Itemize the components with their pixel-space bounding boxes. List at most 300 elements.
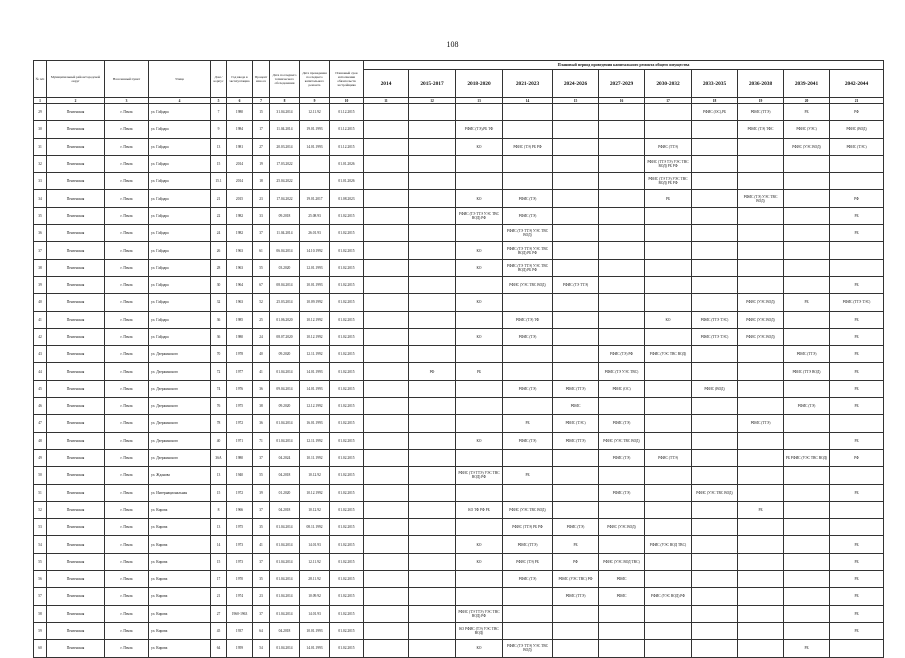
period-cell <box>599 311 645 328</box>
wear-cell: 55 <box>253 259 270 276</box>
planned-date-cell: 01.02.2015 <box>330 640 364 657</box>
period-cell <box>409 501 456 518</box>
period-cell <box>409 225 456 242</box>
period-cell <box>599 276 645 293</box>
period-cell <box>553 225 599 242</box>
period-cell <box>409 398 456 415</box>
period-cell: РФИС (ТЭ) <box>599 415 645 432</box>
table-row <box>34 259 884 276</box>
year-built-cell: 1984 <box>227 121 253 138</box>
period-cell <box>645 259 692 276</box>
planned-date-cell: 01.01.2026 <box>330 173 364 190</box>
period-cell <box>553 363 599 380</box>
planned-date-cell: 01.01.2026 <box>330 155 364 172</box>
survey-date-cell: 09.2020 <box>270 398 300 415</box>
header-planned-date: Плановый срок исполнения обязательств застройщика <box>330 61 364 98</box>
period-cell: РФ <box>830 190 884 207</box>
period-cell <box>364 484 409 501</box>
survey-date-cell: 20.03.2014 <box>270 138 300 155</box>
header-year-2: 2018-2020 <box>456 70 503 98</box>
row-number-cell: 45 <box>34 380 47 397</box>
house-cell: 17 <box>211 571 227 588</box>
period-cell <box>692 501 738 518</box>
period-cell <box>784 536 830 553</box>
settlement-cell: г. Пенза <box>105 121 149 138</box>
repair-date-cell: 12.11.1992 <box>300 346 330 363</box>
period-cell <box>738 605 784 622</box>
period-cell <box>830 173 884 190</box>
street-cell: ул. Кирова <box>149 622 211 639</box>
table-row <box>34 640 884 657</box>
period-cell <box>599 104 645 121</box>
period-cell: РБ <box>830 588 884 605</box>
wear-cell: 24 <box>253 328 270 345</box>
column-number: 7 <box>253 98 270 104</box>
header-year-4: 2024-2026 <box>553 70 599 98</box>
year-built-cell: 1973 <box>227 553 253 570</box>
period-cell: РФИС (ВОД) <box>830 121 884 138</box>
period-cell <box>409 173 456 190</box>
settlement-cell: г. Пенза <box>105 415 149 432</box>
period-cell: РБ <box>503 415 553 432</box>
table-row <box>34 207 884 224</box>
period-cell <box>409 346 456 363</box>
municipality-cell: Пензенская <box>47 553 105 570</box>
row-number-cell: 29 <box>34 104 47 121</box>
period-cell <box>692 605 738 622</box>
period-cell: РФИС (ТЭ) УЭС ТВС ВОД) <box>738 190 784 207</box>
period-cell: РФИС (ТЭ) <box>503 571 553 588</box>
street-cell: ул. Гайдара <box>149 276 211 293</box>
period-cell <box>409 467 456 484</box>
period-cell <box>456 225 503 242</box>
period-cell: РФИС (ТТЭ ТЭС) <box>692 328 738 345</box>
period-cell <box>692 259 738 276</box>
year-built-cell: 1975 <box>227 398 253 415</box>
header-period-title: Плановый период проведения капитального ремонта общего имущества <box>364 61 884 70</box>
period-cell <box>645 294 692 311</box>
table-row <box>34 294 884 311</box>
row-number-cell: 33 <box>34 173 47 190</box>
period-cell: РФИС (ТТЭ ТЭС) <box>692 311 738 328</box>
year-built-cell: 1982 <box>227 207 253 224</box>
period-cell <box>599 259 645 276</box>
row-number-cell: 36 <box>34 225 47 242</box>
house-cell: 9 <box>211 121 227 138</box>
survey-date-cell: 17.03.2022 <box>270 155 300 172</box>
house-cell: 8 <box>211 501 227 518</box>
period-cell <box>784 571 830 588</box>
period-cell <box>830 415 884 432</box>
survey-date-cell: 01.04.2014 <box>270 605 300 622</box>
municipality-cell: Пензенская <box>47 536 105 553</box>
settlement-cell: г. Пенза <box>105 363 149 380</box>
planned-date-cell: 01.02.2015 <box>330 398 364 415</box>
period-cell <box>599 121 645 138</box>
period-cell <box>830 519 884 536</box>
wear-cell: 35 <box>253 571 270 588</box>
period-cell: РБ <box>784 294 830 311</box>
header-year-9: 2039-2041 <box>784 70 830 98</box>
row-number-cell: 50 <box>34 467 47 484</box>
settlement-cell: г. Пенза <box>105 536 149 553</box>
year-built-cell: 1960-1963 <box>227 605 253 622</box>
period-cell: РБ <box>503 467 553 484</box>
repair-date-cell: 10.09.1992 <box>300 294 330 311</box>
period-cell: РФИС (УЭС ТВС ВОД) <box>503 276 553 293</box>
row-number-cell: 32 <box>34 155 47 172</box>
period-cell <box>645 328 692 345</box>
period-cell <box>645 207 692 224</box>
wear-cell: 17 <box>253 121 270 138</box>
street-cell: ул. Гайдара <box>149 311 211 328</box>
table-row <box>34 190 884 207</box>
period-cell: РБ <box>830 328 884 345</box>
period-cell: КО <box>456 432 503 449</box>
period-cell <box>830 242 884 259</box>
period-cell <box>738 484 784 501</box>
period-cell: РФИС (ТЭ) <box>503 190 553 207</box>
period-cell: РФИС (ТЭ) РБ <box>503 553 553 570</box>
municipality-cell: Пензенская <box>47 155 105 172</box>
period-cell <box>692 398 738 415</box>
period-cell: РФИС (УЭС ВОД) РФ <box>645 588 692 605</box>
repair-date-cell: 08.11.1992 <box>300 519 330 536</box>
period-cell <box>553 346 599 363</box>
house-cell: 15 <box>211 155 227 172</box>
table-row <box>34 104 884 121</box>
municipality-cell: Пензенская <box>47 640 105 657</box>
period-cell <box>553 294 599 311</box>
column-number: 12 <box>409 98 456 104</box>
planned-date-cell: 01.02.2015 <box>330 415 364 432</box>
period-cell <box>645 242 692 259</box>
period-cell: РБ <box>830 605 884 622</box>
row-number-cell: 53 <box>34 519 47 536</box>
column-number: 2 <box>47 98 105 104</box>
period-cell <box>456 519 503 536</box>
period-cell <box>738 553 784 570</box>
period-cell <box>456 484 503 501</box>
period-cell: РБ <box>830 553 884 570</box>
period-cell <box>645 553 692 570</box>
year-built-cell: 1980 <box>227 449 253 466</box>
house-cell: 13 <box>211 138 227 155</box>
municipality-cell: Пензенская <box>47 328 105 345</box>
row-number-cell: 48 <box>34 432 47 449</box>
period-cell: РФИС (УЭС) <box>784 121 830 138</box>
period-cell: РФИС <box>599 588 645 605</box>
period-cell: РФИС (ТЭ ТТЭ) УЭС ТВС ВОД) РФ <box>456 467 503 484</box>
period-cell <box>738 449 784 466</box>
column-number: 11 <box>364 98 409 104</box>
settlement-cell: г. Пенза <box>105 173 149 190</box>
house-cell: 36 <box>211 311 227 328</box>
municipality-cell: Пензенская <box>47 432 105 449</box>
period-cell <box>599 138 645 155</box>
house-cell: 26 <box>211 242 227 259</box>
repair-date-cell: 10.01.1993 <box>300 622 330 639</box>
period-cell: РФИС (ТЭ ТТЭ) <box>553 276 599 293</box>
period-cell <box>645 415 692 432</box>
settlement-cell: г. Пенза <box>105 242 149 259</box>
period-cell <box>599 207 645 224</box>
period-cell: РФ <box>830 104 884 121</box>
survey-date-cell: 25.03.2014 <box>270 294 300 311</box>
survey-date-cell: 01.04.2014 <box>270 363 300 380</box>
wear-cell: 37 <box>253 225 270 242</box>
period-cell: КО РФИС (ТЭ) УЭС ТВС ВОД) <box>456 622 503 639</box>
period-cell <box>738 519 784 536</box>
street-cell: ул. Жданова <box>149 467 211 484</box>
period-cell: РФИС (ТТЭ ВОД) <box>784 363 830 380</box>
house-cell: 13 <box>211 467 227 484</box>
period-cell: РФИС (ТЭ ТТЭ) УЭС ТВС ВОД) РФ <box>456 605 503 622</box>
period-cell <box>692 571 738 588</box>
column-number: 9 <box>300 98 330 104</box>
period-cell: РФИС (ТТЭ) <box>553 432 599 449</box>
street-cell: ул. Гайдара <box>149 259 211 276</box>
period-cell <box>645 622 692 639</box>
column-number: 18 <box>692 98 738 104</box>
period-cell <box>553 242 599 259</box>
repair-date-cell: 10.01.1993 <box>300 276 330 293</box>
period-cell <box>364 259 409 276</box>
period-cell <box>409 553 456 570</box>
period-cell <box>784 622 830 639</box>
column-number: 17 <box>645 98 692 104</box>
period-cell: КО <box>456 640 503 657</box>
settlement-cell: г. Пенза <box>105 605 149 622</box>
period-cell <box>738 207 784 224</box>
period-cell: РФИС (ТТЭ) <box>645 138 692 155</box>
period-cell <box>409 207 456 224</box>
period-cell: РБ <box>784 640 830 657</box>
period-cell <box>503 173 553 190</box>
street-cell: ул. Интернациональная <box>149 484 211 501</box>
table-row <box>34 432 884 449</box>
period-cell <box>456 588 503 605</box>
house-cell: 15 <box>211 484 227 501</box>
year-built-cell: 1980 <box>227 104 253 121</box>
settlement-cell: г. Пенза <box>105 467 149 484</box>
street-cell: ул. Гайдара <box>149 138 211 155</box>
street-cell: ул. Гайдара <box>149 207 211 224</box>
period-cell: РФИС (ТЭ) РФ <box>599 346 645 363</box>
period-cell <box>692 415 738 432</box>
period-cell <box>456 173 503 190</box>
period-cell <box>784 553 830 570</box>
period-cell: РФИС (ТЭ УЭС ТВС) <box>599 363 645 380</box>
year-built-cell: 1977 <box>227 363 253 380</box>
house-cell: 76 <box>211 398 227 415</box>
period-cell <box>409 588 456 605</box>
period-cell <box>503 622 553 639</box>
period-cell <box>784 467 830 484</box>
period-cell <box>456 571 503 588</box>
street-cell: ул. Гайдара <box>149 173 211 190</box>
street-cell: ул. Гайдара <box>149 155 211 172</box>
street-cell: ул. Гайдара <box>149 294 211 311</box>
municipality-cell: Пензенская <box>47 259 105 276</box>
street-cell: ул. Кирова <box>149 588 211 605</box>
planned-date-cell: 01.02.2015 <box>330 467 364 484</box>
period-cell: РФИС (ТТЭ) <box>503 536 553 553</box>
row-number-cell: 55 <box>34 553 47 570</box>
period-cell <box>692 467 738 484</box>
period-cell <box>692 588 738 605</box>
row-number-cell: 52 <box>34 501 47 518</box>
period-cell <box>364 467 409 484</box>
period-cell <box>784 173 830 190</box>
repair-date-cell: 14.01.1993 <box>300 640 330 657</box>
wear-cell: 23 <box>253 190 270 207</box>
period-cell <box>364 571 409 588</box>
column-number: 16 <box>599 98 645 104</box>
header-year-1: 2015-2017 <box>409 70 456 98</box>
repair-date-cell: 10.12.92 <box>300 467 330 484</box>
period-cell <box>599 155 645 172</box>
planned-date-cell: 01.02.2015 <box>330 622 364 639</box>
table-row <box>34 571 884 588</box>
house-cell: 30 <box>211 276 227 293</box>
period-cell <box>692 432 738 449</box>
year-built-cell: 1973 <box>227 536 253 553</box>
house-cell: 7 <box>211 104 227 121</box>
period-cell <box>364 501 409 518</box>
year-built-cell: 1964 <box>227 276 253 293</box>
period-cell <box>830 259 884 276</box>
municipality-cell: Пензенская <box>47 622 105 639</box>
period-cell: КО <box>456 138 503 155</box>
header-year-0: 2014 <box>364 70 409 98</box>
period-cell <box>784 242 830 259</box>
settlement-cell: г. Пенза <box>105 571 149 588</box>
period-cell <box>692 155 738 172</box>
settlement-cell: г. Пенза <box>105 553 149 570</box>
municipality-cell: Пензенская <box>47 242 105 259</box>
period-cell: РФИС (ОС),РБ <box>692 104 738 121</box>
period-cell <box>553 328 599 345</box>
period-cell: РФИС (ТТЭ) РБ РФ <box>503 519 553 536</box>
year-built-cell: 1963 <box>227 294 253 311</box>
wear-cell: 41 <box>253 536 270 553</box>
period-cell <box>456 449 503 466</box>
period-cell <box>599 294 645 311</box>
period-cell <box>364 138 409 155</box>
wear-cell: 23 <box>253 588 270 605</box>
planned-date-cell: 01.02.2015 <box>330 432 364 449</box>
period-cell <box>364 346 409 363</box>
survey-date-cell: 09.04.2014 <box>270 380 300 397</box>
period-cell: РФИС (ТЭ ТТЭ) УЭС ТВС ВОД) <box>503 640 553 657</box>
street-cell: ул. Кирова <box>149 553 211 570</box>
survey-date-cell: 04.2018 <box>270 501 300 518</box>
period-cell <box>364 242 409 259</box>
survey-date-cell: 01.04.2014 <box>270 640 300 657</box>
period-cell: РФ <box>830 449 884 466</box>
period-cell: РФИС (ТЭС) <box>553 415 599 432</box>
period-cell <box>364 380 409 397</box>
period-cell <box>553 121 599 138</box>
period-cell <box>599 622 645 639</box>
header-year-6: 2030-2032 <box>645 70 692 98</box>
table-row <box>34 605 884 622</box>
survey-date-cell: 01.04.2014 <box>270 571 300 588</box>
column-number: 10 <box>330 98 364 104</box>
period-cell <box>553 484 599 501</box>
period-cell: РФИС (ТТЭ) <box>738 104 784 121</box>
house-cell: 45 <box>211 622 227 639</box>
period-cell <box>409 640 456 657</box>
period-cell: РФИС (ТЭ) ТФ <box>503 311 553 328</box>
house-cell: 21 <box>211 588 227 605</box>
period-cell <box>692 536 738 553</box>
period-cell <box>645 363 692 380</box>
header-year-3: 2021-2023 <box>503 70 553 98</box>
column-number: 3 <box>105 98 149 104</box>
repair-date-cell: 10.12.1992 <box>300 328 330 345</box>
period-cell <box>409 449 456 466</box>
page-number: 108 <box>446 40 459 49</box>
period-cell <box>409 415 456 432</box>
period-cell <box>692 225 738 242</box>
column-number: 5 <box>211 98 227 104</box>
table-row <box>34 173 884 190</box>
period-cell: РФИС (ТЭ) <box>599 484 645 501</box>
table-row <box>34 363 884 380</box>
survey-date-cell: 01.04.2014 <box>270 536 300 553</box>
house-cell: 24 <box>211 225 227 242</box>
table-row <box>34 484 884 501</box>
period-cell <box>830 640 884 657</box>
period-cell <box>830 467 884 484</box>
period-cell <box>738 363 784 380</box>
header-house: Дом / корпус <box>211 61 227 98</box>
period-cell <box>599 173 645 190</box>
period-cell: РФИС (ТЭ) <box>503 380 553 397</box>
street-cell: ул. Дзержинского <box>149 449 211 466</box>
settlement-cell: г. Пенза <box>105 346 149 363</box>
period-cell <box>456 380 503 397</box>
street-cell: ул. Гайдара <box>149 242 211 259</box>
table-row <box>34 519 884 536</box>
house-cell: 15 <box>211 553 227 570</box>
period-cell: КО <box>456 259 503 276</box>
period-cell: РФИС (УЭС ТВС) РФ <box>553 571 599 588</box>
row-number-cell: 46 <box>34 398 47 415</box>
municipality-cell: Пензенская <box>47 571 105 588</box>
year-built-cell: 1972 <box>227 415 253 432</box>
house-cell: 70 <box>211 346 227 363</box>
column-number: 21 <box>830 98 884 104</box>
year-built-cell: 1982 <box>227 225 253 242</box>
period-cell <box>409 519 456 536</box>
period-cell: РБ <box>830 484 884 501</box>
settlement-cell: г. Пенза <box>105 104 149 121</box>
period-cell <box>692 346 738 363</box>
period-cell <box>784 605 830 622</box>
period-cell <box>409 622 456 639</box>
period-cell <box>645 432 692 449</box>
period-cell <box>738 536 784 553</box>
row-number-cell: 47 <box>34 415 47 432</box>
period-cell: РБ <box>830 432 884 449</box>
settlement-cell: г. Пенза <box>105 449 149 466</box>
table-row <box>34 588 884 605</box>
municipality-cell: Пензенская <box>47 294 105 311</box>
row-number-cell: 37 <box>34 242 47 259</box>
